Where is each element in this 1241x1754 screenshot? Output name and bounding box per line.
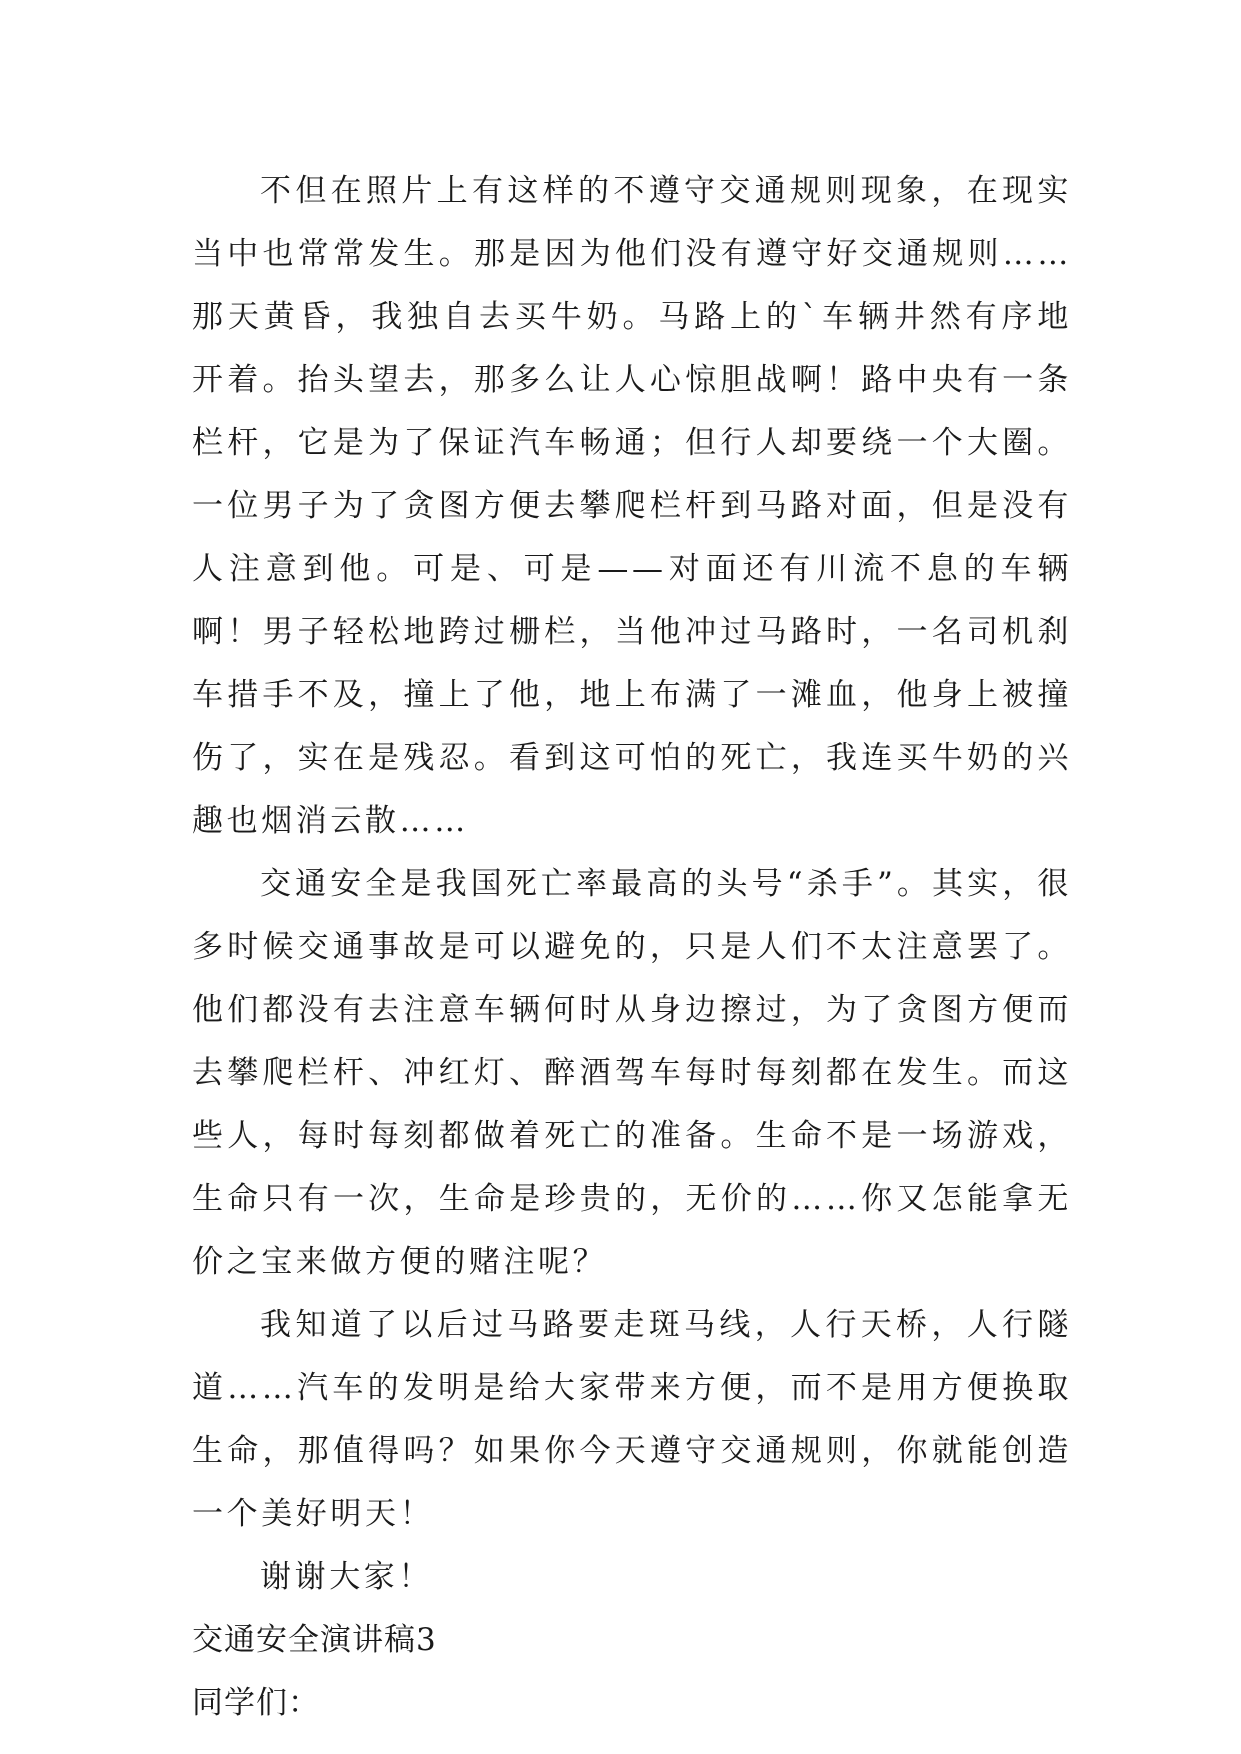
section-title: 交通安全演讲稿3 bbox=[192, 1622, 437, 1658]
paragraph-3: 我知道了以后过马路要走斑马线，人行天桥，人行隧道……汽车的发明是给大家带来方便，而不是用方便换取生命，那值得吗？如果你今天遵守交通规则，你就能创造一个美好明天！ bbox=[192, 1307, 1072, 1532]
salutation: 同学们： bbox=[192, 1685, 320, 1721]
paragraph-thanks: 谢谢大家！ bbox=[260, 1559, 433, 1595]
paragraph-2: 交通安全是我国死亡率最高的头号“杀手”。其实，很多时候交通事故是可以避免的，只是人们不太注意罢了。他们都没有去注意车辆何时从身边擦过，为了贪图方便而去攀爬栏杆、冲红灯、醉酒驾车每时每刻都在发生。而这些人，每时每刻都做着死亡的准备。生命不是一场游戏，生命只有一次，生命是珍贵的，无价的……你又怎能拿无价之宝来做方便的赌注呢？ bbox=[192, 866, 1072, 1280]
paragraph-1: 不但在照片上有这样的不遵守交通规则现象，在现实当中也常常发生。那是因为他们没有遵守好交通规则……那天黄昏，我独自去买牛奶。马路上的`车辆井然有序地开着。抬头望去，那多么让人心惊胆战啊！路中央有一条栏杆，它是为了保证汽车畅通；但行人却要绕一个大圈。一位男子为了贪图方便去攀爬栏杆到马路对面，但是没有人注意到他。可是、可是——对面还有川流不息的车辆啊！男子轻松地跨过栅栏，当他冲过马路时，一名司机刹车措手不及，撞上了他，地上布满了一滩血，他身上被撞伤了，实在是残忍。看到这可怕的死亡，我连买牛奶的兴趣也烟消云散…… bbox=[192, 173, 1072, 839]
document-body bbox=[192, 160, 1072, 1735]
